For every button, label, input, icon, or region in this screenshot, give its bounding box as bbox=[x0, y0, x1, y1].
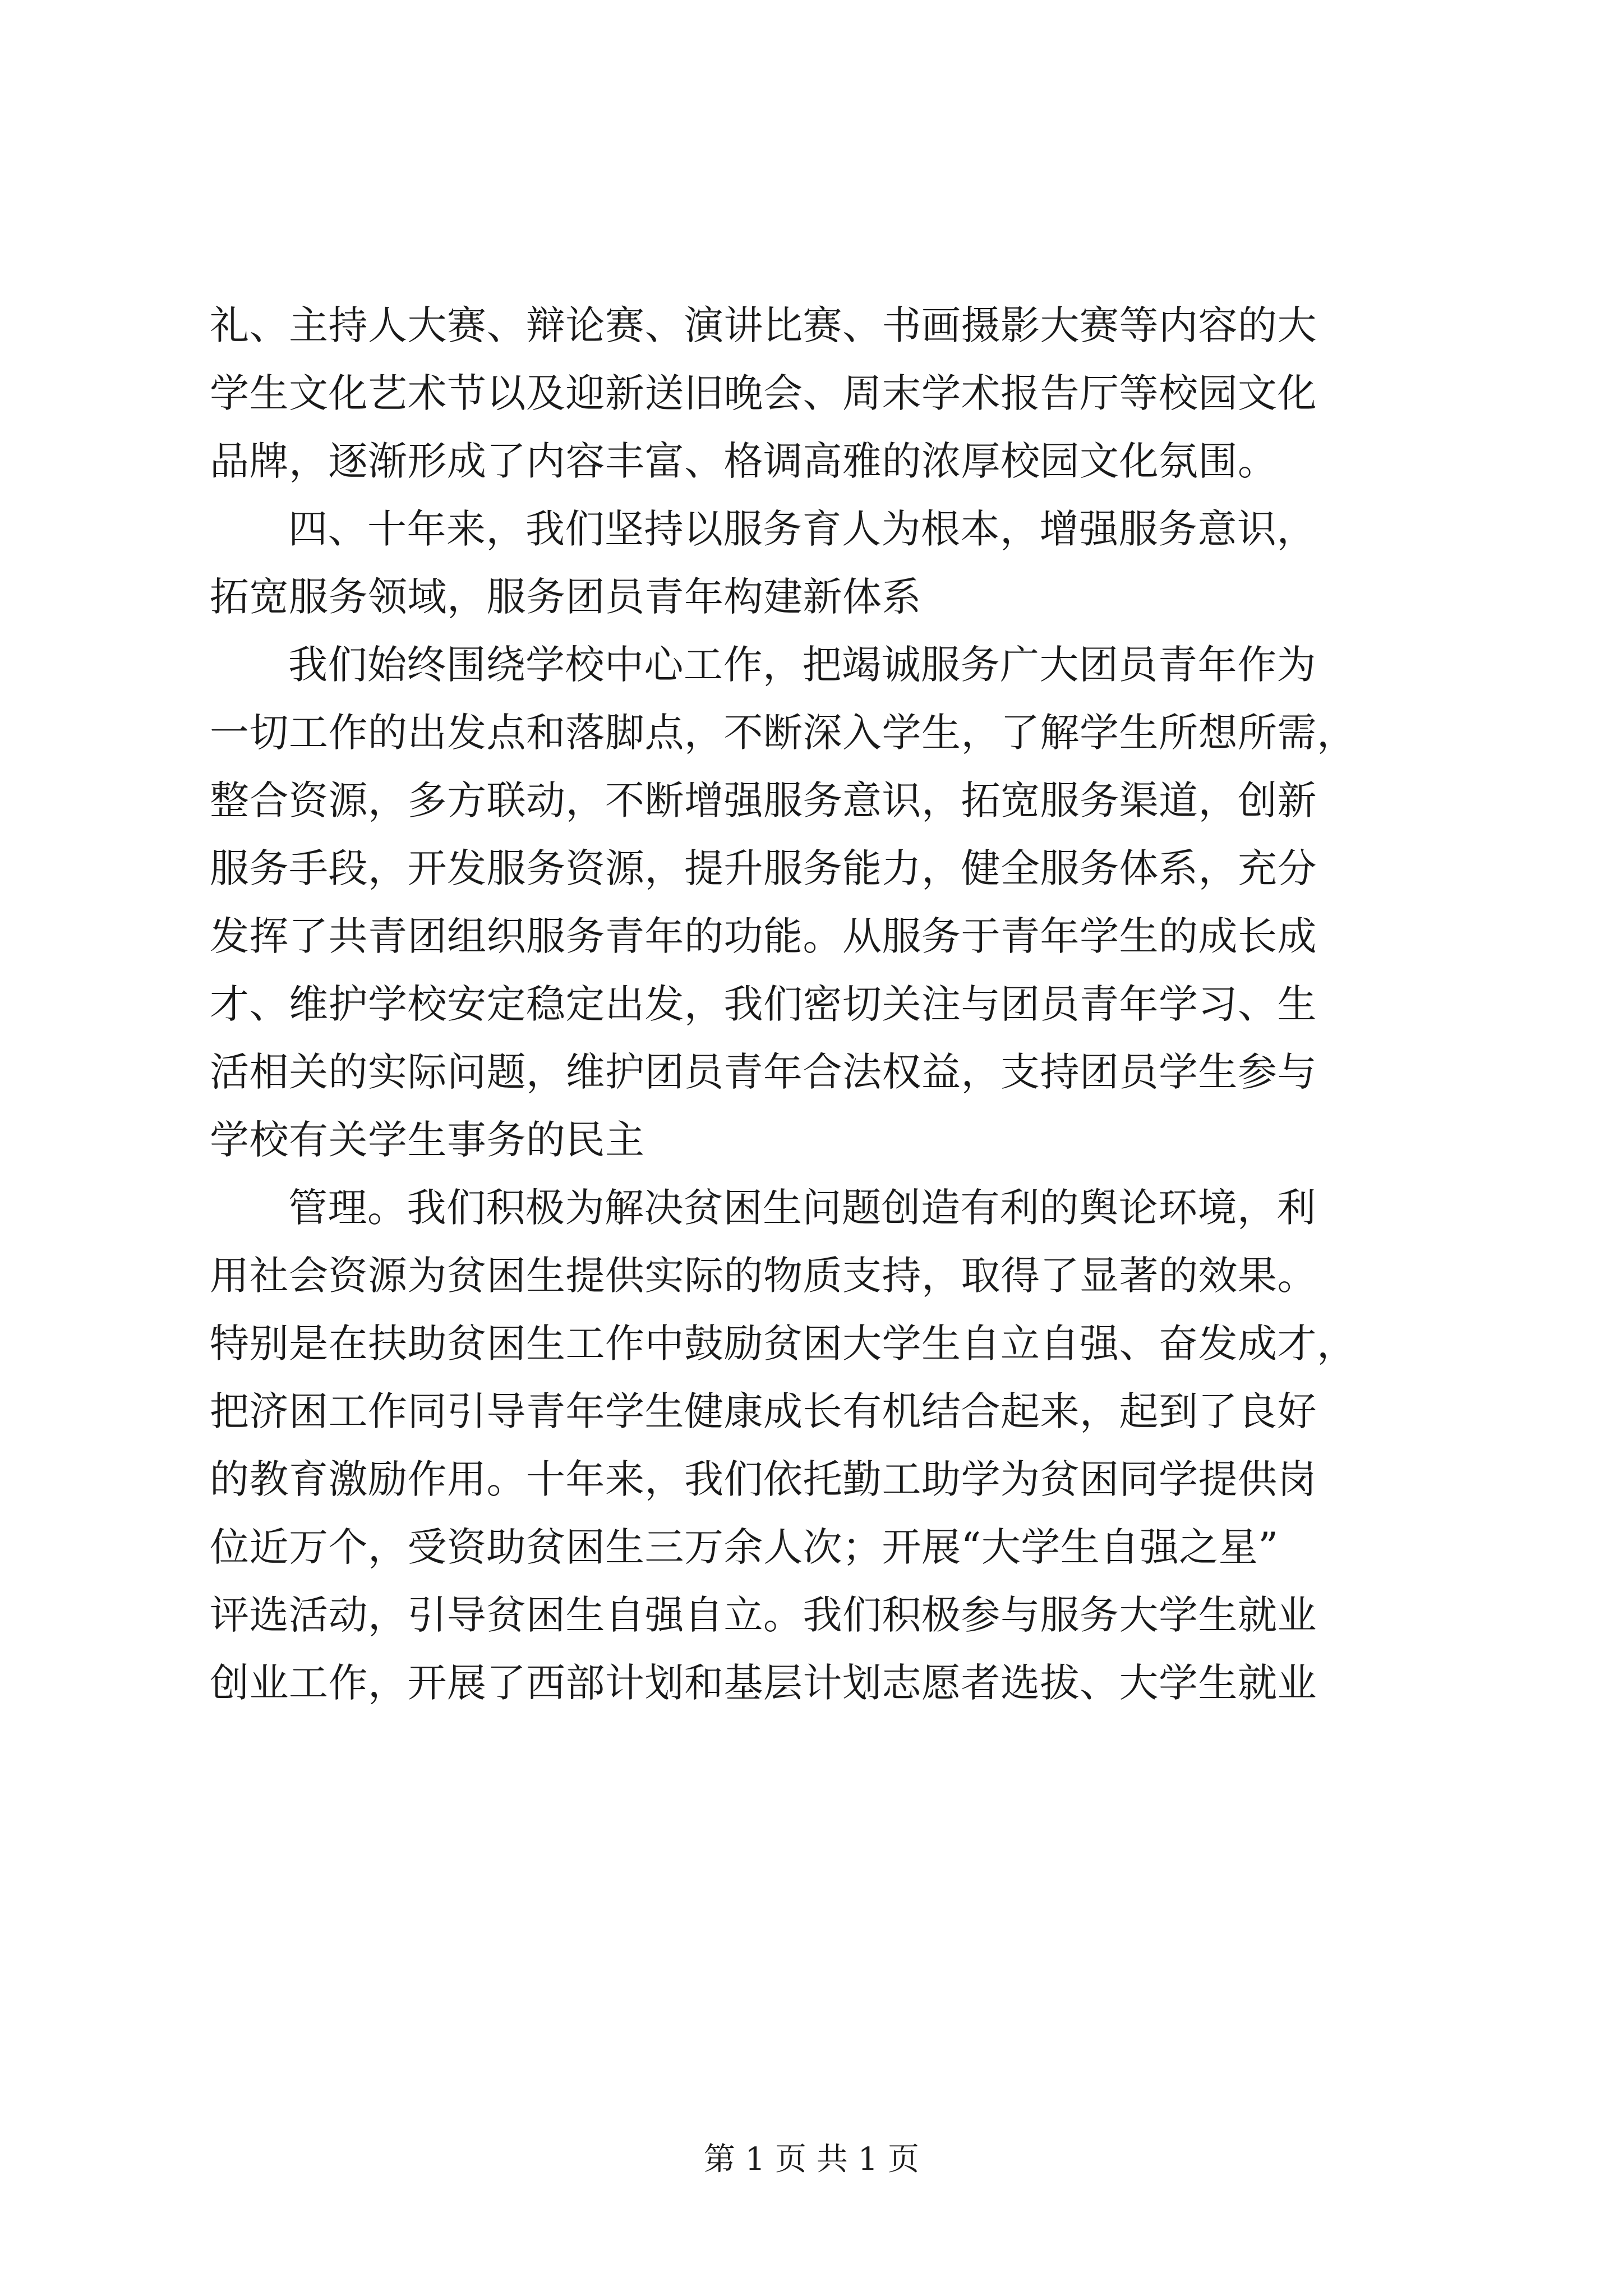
text-line: 活相关的实际问题，维护团员青年合法权益，支持团员学生参与 bbox=[210, 1049, 1317, 1095]
text-line: 整合资源，多方联动，不断增强服务意识，拓宽服务渠道，创新 bbox=[210, 777, 1317, 823]
text-line: 管理。我们积极为解决贫困生问题创造有利的舆论环境，利 bbox=[288, 1185, 1316, 1231]
text-line: 把济困工作同引导青年学生健康成长有机结合起来，起到了良好 bbox=[210, 1388, 1317, 1434]
document-body bbox=[210, 292, 1421, 1717]
text-line: 服务手段，开发服务资源，提升服务能力，健全服务体系，充分 bbox=[210, 845, 1317, 891]
section-heading-line: 拓宽服务领域，服务团员青年构建新体系 bbox=[210, 574, 921, 620]
text-line: 一切工作的出发点和落脚点，不断深入学生，了解学生所想所需， bbox=[210, 710, 1357, 756]
page-footer: 第 1 页 共 1 页 bbox=[703, 2141, 920, 2178]
text-line: 学生文化艺术节以及迎新送旧晚会、周末学术报告厅等校园文化 bbox=[210, 370, 1317, 416]
text-line: 发挥了共青团组织服务青年的功能。从服务于青年学生的成长成 bbox=[210, 913, 1317, 959]
text-line: 用社会资源为贫困生提供实际的物质支持，取得了显著的效果。 bbox=[210, 1253, 1317, 1299]
section-heading-line: 四、十年来，我们坚持以服务育人为根本，增强服务意识， bbox=[288, 506, 1316, 552]
text-line: 位近万个，受资助贫困生三万余人次；开展“大学生自强之星” bbox=[210, 1524, 1279, 1570]
text-line: 礼、主持人大赛、辩论赛、演讲比赛、书画摄影大赛等内容的大 bbox=[210, 302, 1317, 348]
text-line: 特别是在扶助贫困生工作中鼓励贫困大学生自立自强、奋发成才， bbox=[210, 1320, 1357, 1366]
text-line: 学校有关学生事务的民主 bbox=[210, 1117, 645, 1163]
text-line: 创业工作，开展了西部计划和基层计划志愿者选拔、大学生就业 bbox=[210, 1660, 1317, 1706]
text-line: 才、维护学校安定稳定出发，我们密切关注与团员青年学习、生 bbox=[210, 981, 1317, 1027]
text-line: 品牌，逐渐形成了内容丰富、格调高雅的浓厚校园文化氛围。 bbox=[210, 438, 1278, 484]
text-line: 评选活动，引导贫困生自强自立。我们积极参与服务大学生就业 bbox=[210, 1592, 1317, 1638]
text-line: 的教育激励作用。十年来，我们依托勤工助学为贫困同学提供岗 bbox=[210, 1456, 1317, 1502]
text-line: 我们始终围绕学校中心工作，把竭诚服务广大团员青年作为 bbox=[288, 642, 1316, 688]
